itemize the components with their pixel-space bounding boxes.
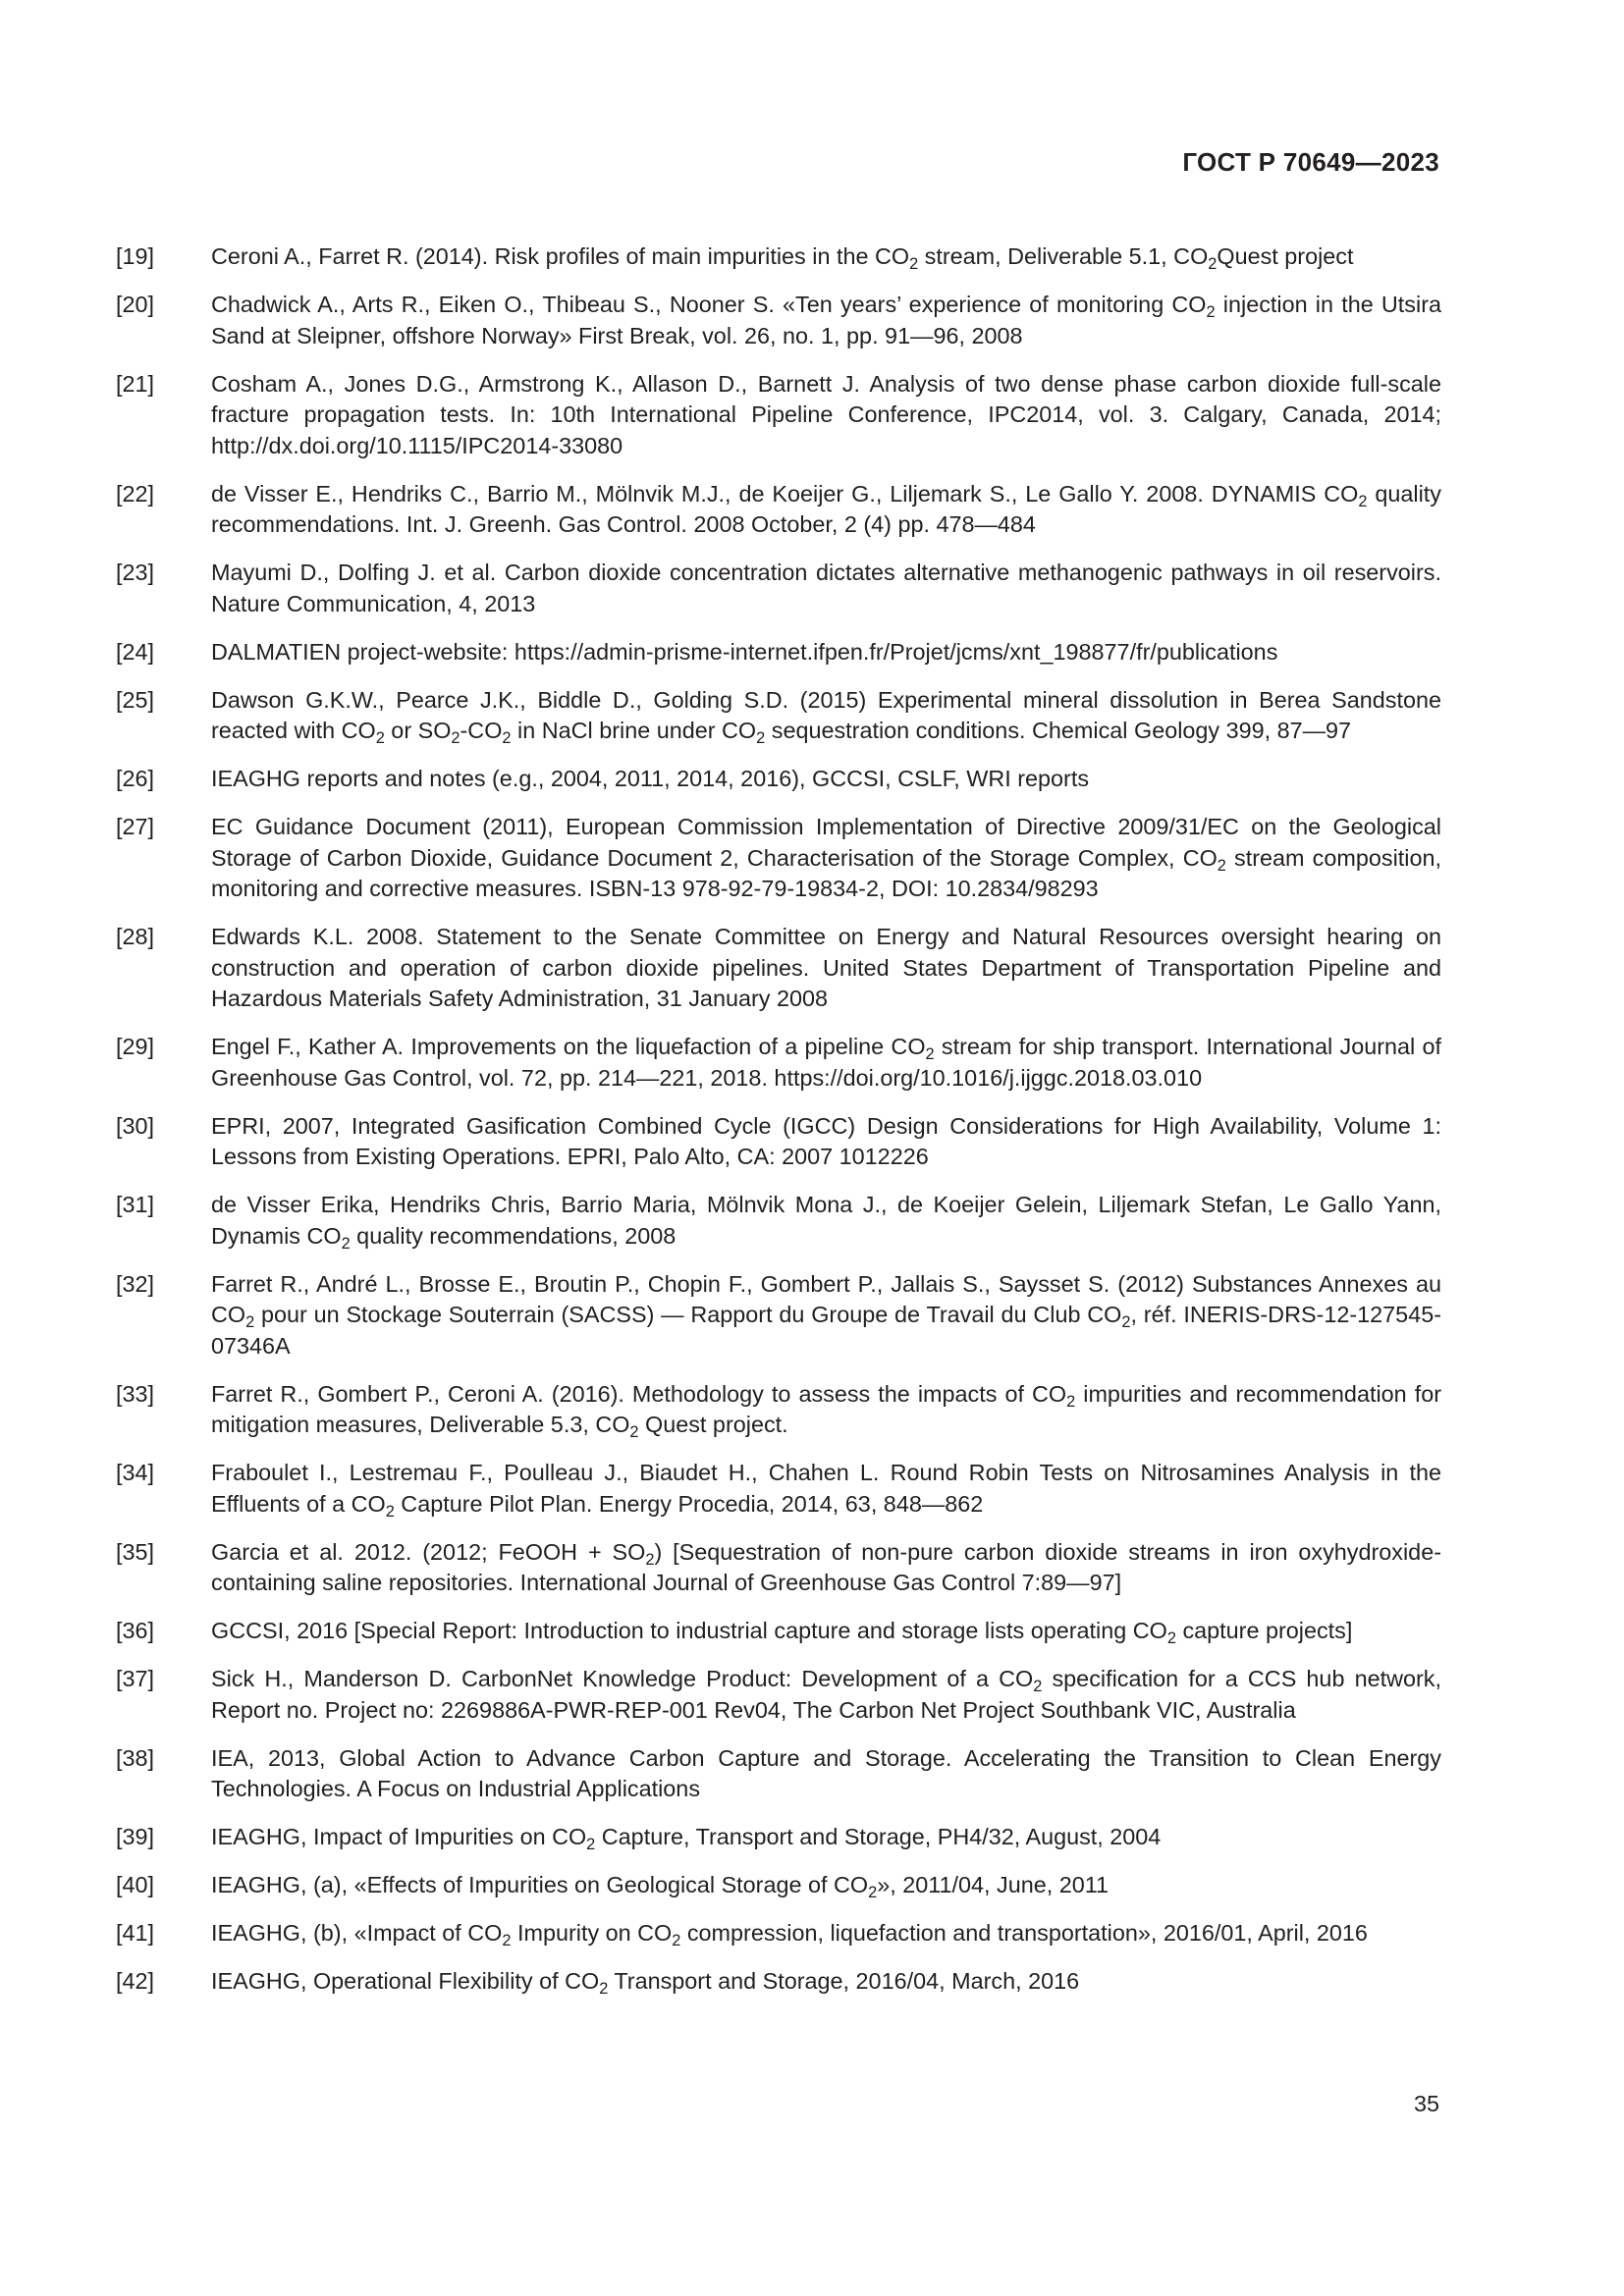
reference-text [211,1870,1441,1901]
reference-text [211,1664,1441,1726]
reference-number: [37] [116,1666,155,1691]
text-run: stream, Deliverable 5.1, CO [918,243,1209,269]
text-run: Farret R., André L., Brosse E., Broutin P., Chopin F., Gombert P., Jallais S., Saysset S. (2012) Substances Annexes au CO [211,1270,1441,1327]
reference-number: [24] [116,638,155,665]
text-run: EPRI, 2007, Integrated Gasification Combined Cycle (IGCC) Design Considerations for High Availability, Volume 1: Lessons from Existing Operations. EPRI, Palo Alto, CA: 2007 1012226 [211,1112,1441,1169]
reference-text [211,1537,1441,1599]
text-run: stream for ship transport. International Journal of Greenhouse Gas Control, vol. 72, pp. 214—221, 2018. https://doi.org/10.1016/j.ijggc.2018.03.010 [211,1034,1441,1091]
text-run: sequestration conditions. Chemical Geology 399, 87—97 [765,718,1352,743]
text-run: Capture, Transport and Storage, PH4/32, August, 2004 [595,1824,1162,1849]
reference-number: [20] [116,292,155,317]
text-run: impurities and recommendation for mitigation measures, Deliverable 5.3, CO [211,1380,1441,1437]
reference-number: [25] [116,686,155,713]
reference-item [116,290,1441,351]
text-run: in NaCl brine under CO [511,718,757,743]
reference-item [116,1822,1441,1853]
text-run: specification for a CCS hub network, Report no. Project no: 2269886A-PWR-REP-001 Rev04, The Carbon Net Project Southbank VIC, Australia [211,1666,1441,1723]
text-run: Mayumi D., Dolfing J. et al. Carbon dioxide concentration dictates alternative methanogenic pathways in oil reservoirs. Nature Communication, 4, 2013 [211,560,1441,616]
subscript: 2 [1358,492,1368,510]
subscript: 2 [385,1502,395,1521]
reference-number: [26] [116,766,155,791]
text-run: quality recommendations, 2008 [350,1222,677,1249]
text-run: IEA, 2013, Global Action to Advance Carbon Capture and Storage. Accelerating the Transition to Clean Energy Technologies. A Focus on Industrial Applications [211,1744,1441,1801]
subscript: 2 [502,1932,512,1950]
page-number: 35 [1413,2091,1439,2116]
text-run: IEAGHG, Operational Flexibility of CO [211,1968,600,1994]
reference-item [116,1966,1441,1998]
reference-number: [42] [116,1968,155,1994]
text-run: Chadwick A., Arts R., Eiken O., Thibeau S., Nooner S. «Ten years’ experience of monitoring CO [211,292,1207,317]
reference-number: [31] [116,1192,155,1217]
reference-item [116,479,1441,541]
reference-text [211,479,1441,541]
reference-item [116,1190,1441,1252]
subscript: 2 [909,255,919,274]
reference-number: [32] [116,1270,155,1297]
text-run: Impurity on CO [511,1920,673,1946]
text-run: Cosham A., Jones D.G., Armstrong K., Allason D., Barnett J. Analysis of two dense phase carbon dioxide full-scale fracture propagation tests. In: 10th International Pipeline Conference, IPC2014, vol. 3. Calgary, Canada, 2014; http://dx.doi.org/10.1115/IPC2014-33080 [211,370,1441,458]
reference-number: [29] [116,1034,155,1059]
reference-number: [41] [116,1920,155,1946]
text-run: Quest project. [638,1412,788,1437]
reference-item [116,764,1441,795]
text-run: ) [Sequestration of non-pure carbon dioxide streams in iron oxyhydroxide-containing saline repositories. International Journal of Greenhouse Gas Control 7:89—97] [211,1538,1441,1595]
text-run: compression, liquefaction and transportation», 2016/01, April, 2016 [680,1920,1368,1946]
reference-item [116,1616,1441,1647]
reference-number: [21] [116,370,155,397]
text-run: GCCSI, 2016 [Special Report: Introduction to industrial capture and storage lists operating CO [211,1618,1167,1643]
reference-number: [35] [116,1538,155,1565]
reference-item [116,922,1441,1015]
subscript: 2 [502,729,512,748]
reference-number: [39] [116,1824,155,1849]
reference-item [116,1111,1441,1173]
reference-text [211,1743,1441,1805]
text-run: Transport and Storage, 2016/04, March, 2016 [608,1968,1080,1994]
reference-number: [33] [116,1380,155,1407]
text-run: IEAGHG, Impact of Impurities on CO [211,1824,587,1849]
text-run: Garcia et al. 2012. (2012; FeOOH + SO [211,1538,646,1565]
text-run: IEAGHG, (a), «Effects of Impurities on Geological Storage of CO [211,1872,869,1897]
text-run: Farret R., Gombert P., Ceroni A. (2016). Methodology to assess the impacts of CO [211,1380,1067,1407]
subscript: 2 [1033,1678,1043,1696]
text-run: -CO [460,718,503,743]
text-run: capture projects] [1175,1618,1353,1643]
reference-item [116,558,1441,619]
reference-number: [22] [116,480,155,507]
reference-text [211,1379,1441,1441]
reference-item [116,637,1441,668]
reference-number: [23] [116,560,155,585]
text-run: Capture Pilot Plan. Energy Procedia, 2014, 63, 848—862 [394,1490,984,1517]
reference-item [116,1743,1441,1805]
reference-item [116,1458,1441,1520]
text-run: », 2011/04, June, 2011 [877,1872,1110,1897]
text-run: Dawson G.K.W., Pearce J.K., Biddle D., Golding S.D. (2015) Experimental mineral dissolution in Berea Sandstone reacted with CO [211,686,1441,743]
reference-text [211,1111,1441,1173]
reference-number: [38] [116,1744,155,1771]
reference-text [211,1032,1441,1094]
reference-text [211,241,1441,273]
reference-text [211,290,1441,351]
text-run: de Visser Erika, Hendriks Chris, Barrio Maria, Mölnvik Mona J., de Koeijer Gelein, Liljemark Stefan, Le Gallo Yann, Dynamis CO [211,1192,1441,1249]
text-run: IEAGHG, (b), «Impact of CO [211,1920,503,1946]
reference-text [211,1822,1441,1853]
subscript: 2 [341,1234,351,1253]
subscript: 2 [672,1932,681,1950]
text-run: DALMATIEN project-website: https://admin-prisme-internet.ifpen.fr/Projet/jcms/xnt_198877/fr/publications [211,638,1278,665]
text-run: Engel F., Kather A. Improvements on the liquefaction of a pipeline CO [211,1034,926,1059]
reference-text [211,1269,1441,1362]
text-run: EC Guidance Document (2011), European Commission Implementation of Directive 2009/31/EC on the Geological Storage of Carbon Dioxide, Guidance Document 2, Characterisation of the Storage Complex, CO [211,814,1441,871]
reference-text [211,637,1441,668]
reference-number: [19] [116,243,155,269]
subscript: 2 [1066,1392,1076,1411]
subscript: 2 [1208,255,1218,274]
reference-item [116,812,1441,905]
text-run: Ceroni A., Farret R. (2014). Risk profiles of main impurities in the CO [211,243,910,269]
reference-item [116,1269,1441,1362]
reference-number: [27] [116,814,155,839]
reference-number: [30] [116,1112,155,1139]
reference-item [116,1870,1441,1901]
reference-item [116,241,1441,273]
reference-item [116,1379,1441,1441]
subscript: 2 [925,1045,935,1064]
subscript: 2 [629,1423,639,1442]
text-run: pour un Stockage Souterrain (SACSS) — Rapport du Groupe de Travail du Club CO [254,1302,1122,1327]
reference-number: [40] [116,1872,155,1897]
text-run: injection in the Utsira Sand at Sleipner, offshore Norway» First Break, vol. 26, no. 1, pp. 91—96, 2008 [211,292,1441,348]
text-run: Sick H., Manderson D. CarbonNet Knowledge Product: Development of a CO [211,1666,1034,1691]
text-run: , réf. INERIS-DRS-12-127545-07346A [211,1302,1441,1359]
reference-text [211,1918,1441,1949]
subscript: 2 [375,729,385,748]
subscript: 2 [1217,856,1226,875]
reference-item [116,1032,1441,1094]
subscript: 2 [451,729,460,748]
reference-text [211,685,1441,747]
subscript: 2 [1166,1629,1176,1648]
reference-text [211,764,1441,795]
reference-item [116,1918,1441,1949]
text-run: Quest project [1217,243,1354,269]
text-run: Edwards K.L. 2008. Statement to the Senate Committee on Energy and Natural Resources oversight hearing on construction and operation of carbon dioxide pipelines. United States Department of Transportation Pipeline and Hazardous Materials Safety Administration, 31 January 2008 [211,924,1441,1011]
text-run: Fraboulet I., Lestremau F., Poulleau J., Biaudet H., Chahen L. Round Robin Tests on Nitrosamines Analysis in the Effluents of a CO [211,1460,1441,1517]
reference-text [211,922,1441,1015]
subscript: 2 [756,729,766,748]
reference-text [211,369,1441,462]
reference-item [116,369,1441,462]
subscript: 2 [245,1313,255,1332]
subscript: 2 [1206,303,1216,322]
subscript: 2 [1121,1313,1131,1332]
reference-text [211,1616,1441,1647]
reference-number: [36] [116,1618,155,1643]
subscript: 2 [868,1884,878,1902]
reference-item [116,1664,1441,1726]
text-run: de Visser E., Hendriks C., Barrio M., Mölnvik M.J., de Koeijer G., Liljemark S., Le Gallo Y. 2008. DYNAMIS CO [211,480,1359,507]
reference-text [211,1190,1441,1252]
document-code: ГОСТ Р 70649—2023 [1182,147,1439,177]
subscript: 2 [599,1980,609,1999]
subscript: 2 [645,1550,655,1569]
reference-number: [28] [116,924,155,949]
reference-item [116,1537,1441,1599]
reference-text [211,558,1441,619]
subscript: 2 [586,1836,596,1854]
reference-text [211,1458,1441,1520]
text-run: or SO [384,718,452,743]
text-run: quality recommendations. Int. J. Greenh. Gas Control. 2008 October, 2 (4) pp. 478—484 [211,480,1441,537]
text-run: IEAGHG reports and notes (e.g., 2004, 2011, 2014, 2016), GCCSI, CSLF, WRI reports [211,766,1090,791]
reference-item [116,685,1441,747]
text-run: stream composition, monitoring and corrective measures. ISBN-13 978-92-79-19834-2, DOI: 10.2834/98293 [211,844,1441,901]
reference-text [211,1966,1441,1998]
reference-text [211,812,1441,905]
bibliography-list [116,241,1441,2014]
reference-number: [34] [116,1460,155,1485]
